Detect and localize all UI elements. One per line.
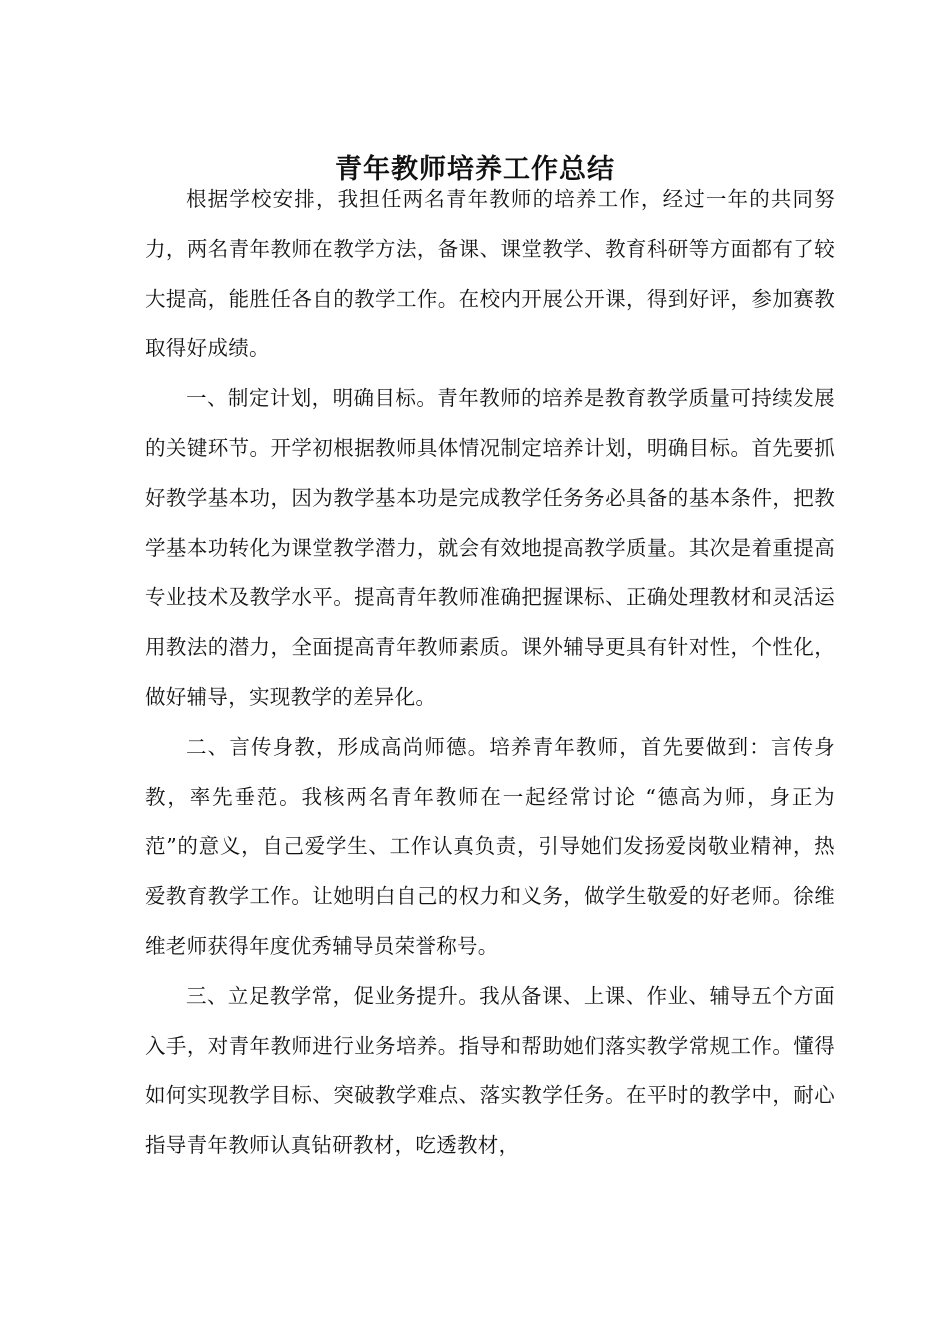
paragraph-intro: 根据学校安排，我担任两名青年教师的培养工作，经过一年的共同努力，两名青年教师在教学方法，备课、课堂教学、教育科研等方面都有了较大提高，能胜任各自的教学工作。在校内开展公开课，得到好评，参加赛教取得好成绩。 — [145, 187, 835, 361]
paragraph-section-1: 一、制定计划，明确目标。青年教师的培养是教育教学质量可持续发展的关键环节。开学初根据教师具体情况制定培养计划，明确目标。首先要抓好教学基本功，因为教学基本功是完成教学任务务必具备的基本条件，把教学基本功转化为课堂教学潜力，就会有效地提高教学质量。其次是着重提高专业技术及教学水平。提高青年教师准确把握课标、正确处理教材和灵活运用教法的潜力，全面提高青年教师素质。课外辅导更具有针对性，个性化，做好辅导，实现教学的差异化。 — [145, 386, 835, 709]
paragraph-section-3: 三、立足教学常，促业务提升。我从备课、上课、作业、辅导五个方面入手，对青年教师进行业务培养。指导和帮助她们落实教学常规工作。懂得如何实现教学目标、突破教学难点、落实教学任务。在平时的教学中，耐心指导青年教师认真钻研教材，吃透教材， — [145, 983, 835, 1158]
paragraph-section-2: 二、言传身教，形成高尚师德。培养青年教师，首先要做到：言传身教，率先垂范。我核两名青年教师在一起经常讨论 “德高为师，身正为范”的意义，自己爱学生、工作认真负责，引导她们发扬爱岗敬业精神，热爱教育教学工作。让她明白自己的权力和义务，做学生敬爱的好老师。徐维维老师获得年度优秀辅导员荣誉称号。 — [145, 734, 835, 958]
document-body — [145, 175, 835, 1171]
document-title: 青年教师培养工作总结 — [335, 154, 615, 186]
